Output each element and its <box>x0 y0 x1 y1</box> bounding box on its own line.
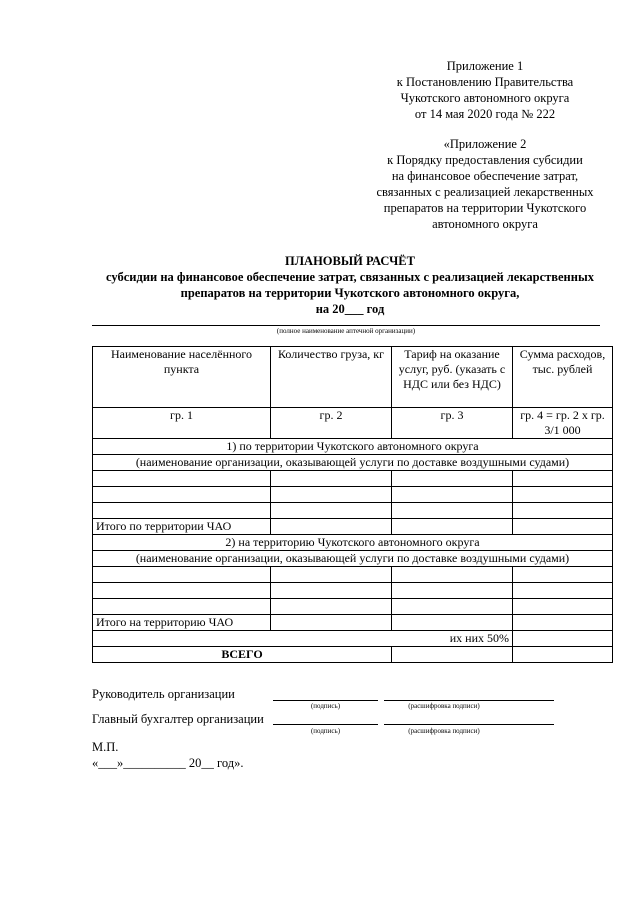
table-cell <box>513 583 613 599</box>
appendix-2-line: к Порядку предоставления субсидии <box>387 153 583 167</box>
appendix-1-line: к Постановлению Правительства <box>396 75 574 89</box>
section-2-total: Итого на территорию ЧАО <box>93 615 271 631</box>
section-1-org: (наименование организации, оказывающей услуги по доставке воздушными судами) <box>93 455 613 471</box>
table-cell <box>513 647 613 663</box>
accountant-signature-caption: (подпись) <box>310 727 341 735</box>
table-row <box>93 487 613 503</box>
table-cell <box>513 503 613 519</box>
table-cell <box>93 503 271 519</box>
table-cell <box>271 615 392 631</box>
head-decode-line <box>384 700 554 701</box>
section-1-org-row <box>93 455 613 471</box>
table-cell <box>93 471 271 487</box>
table-cell <box>271 567 392 583</box>
organization-name-line <box>92 325 600 326</box>
table-cell <box>392 487 513 503</box>
table-cell <box>513 599 613 615</box>
table-cell <box>93 599 271 615</box>
column-number: гр. 1 <box>93 408 271 439</box>
table-cell <box>513 631 613 647</box>
table-cell <box>513 615 613 631</box>
head-decode-caption: (расшифровка подписи) <box>408 702 480 710</box>
of-them-label: их них 50% <box>93 631 513 647</box>
section-2-total-row <box>93 615 613 631</box>
document-title <box>60 253 640 317</box>
title-line: препаратов на территории Чукотского автономного округа, <box>180 286 520 300</box>
column-number-row <box>93 408 613 439</box>
appendix-2-line: на финансовое обеспечение затрат, <box>391 169 579 183</box>
column-number: гр. 4 = гр. 2 х гр. 3/1 000 <box>513 408 613 439</box>
section-1-total: Итого по территории ЧАО <box>93 519 271 535</box>
section-1-title-row <box>93 439 613 455</box>
title-line: субсидии на финансовое обеспечение затрат, связанных с реализацией лекарственных <box>106 270 594 284</box>
table-cell <box>392 471 513 487</box>
table-cell <box>513 567 613 583</box>
table-row <box>93 503 613 519</box>
table-row <box>93 583 613 599</box>
appendix-2-line: «Приложение 2 <box>443 137 527 151</box>
title-year-line: на 20___ год <box>315 302 385 316</box>
accountant-decode-line <box>384 724 554 725</box>
table-cell <box>392 615 513 631</box>
stamp-place: М.П. <box>92 740 119 754</box>
accountant-decode-caption: (расшифровка подписи) <box>408 727 480 735</box>
head-signature-caption: (подпись) <box>310 702 341 710</box>
table-cell <box>392 599 513 615</box>
appendix-2-line: связанных с реализацией лекарственных <box>376 185 594 199</box>
head-signature-line <box>273 700 378 701</box>
appendix-1-block <box>360 58 610 122</box>
table-cell <box>271 519 392 535</box>
grand-total-label: ВСЕГО <box>93 647 392 663</box>
table-cell <box>271 487 392 503</box>
header-sum: Сумма расходов, тыс. рублей <box>513 347 613 408</box>
table-cell <box>392 503 513 519</box>
table-row <box>93 599 613 615</box>
section-2-title-row <box>93 535 613 551</box>
table-cell <box>93 487 271 503</box>
column-number: гр. 2 <box>271 408 392 439</box>
appendix-2-block <box>355 136 615 232</box>
table-cell <box>513 487 613 503</box>
table-cell <box>93 567 271 583</box>
table-cell <box>392 519 513 535</box>
table-cell <box>392 567 513 583</box>
table-cell <box>271 471 392 487</box>
accountant-signature-line <box>273 724 378 725</box>
head-signature-label: Руководитель организации <box>92 687 235 701</box>
date-line: «___»__________ 20__ год». <box>92 756 244 770</box>
table-row <box>93 471 613 487</box>
appendix-2-line: препаратов на территории Чукотского <box>383 201 587 215</box>
table-cell <box>392 647 513 663</box>
table-cell <box>93 583 271 599</box>
table-cell <box>513 519 613 535</box>
of-them-row <box>93 631 613 647</box>
header-cargo: Количество груза, кг <box>271 347 392 408</box>
section-2-org-row <box>93 551 613 567</box>
section-2-title: 2) на территорию Чукотского автономного округа <box>93 535 613 551</box>
appendix-1-line: Приложение 1 <box>446 59 524 73</box>
table-cell <box>513 471 613 487</box>
section-1-total-row <box>93 519 613 535</box>
header-settlement: Наименование населённого пункта <box>93 347 271 408</box>
section-1-title: 1) по территории Чукотского автономного округа <box>93 439 613 455</box>
title-heading: ПЛАНОВЫЙ РАСЧЁТ <box>285 254 415 268</box>
table-cell <box>271 503 392 519</box>
appendix-1-line: от 14 мая 2020 года № 222 <box>414 107 556 121</box>
table-cell <box>271 599 392 615</box>
header-tariff: Тариф на оказание услуг, руб. (указать с НДС или без НДС) <box>392 347 513 408</box>
table-row <box>93 567 613 583</box>
organization-name-caption: (полное наименование аптечной организации) <box>276 327 416 335</box>
table-cell <box>392 583 513 599</box>
appendix-2-line: автономного округа <box>432 217 538 231</box>
accountant-signature-label: Главный бухгалтер организации <box>92 712 264 726</box>
column-number: гр. 3 <box>392 408 513 439</box>
table-header-row <box>93 347 613 408</box>
grand-total-row <box>93 647 613 663</box>
calculation-table <box>92 346 613 663</box>
section-2-org: (наименование организации, оказывающей услуги по доставке воздушными судами) <box>93 551 613 567</box>
appendix-1-line: Чукотского автономного округа <box>400 91 570 105</box>
table-cell <box>271 583 392 599</box>
